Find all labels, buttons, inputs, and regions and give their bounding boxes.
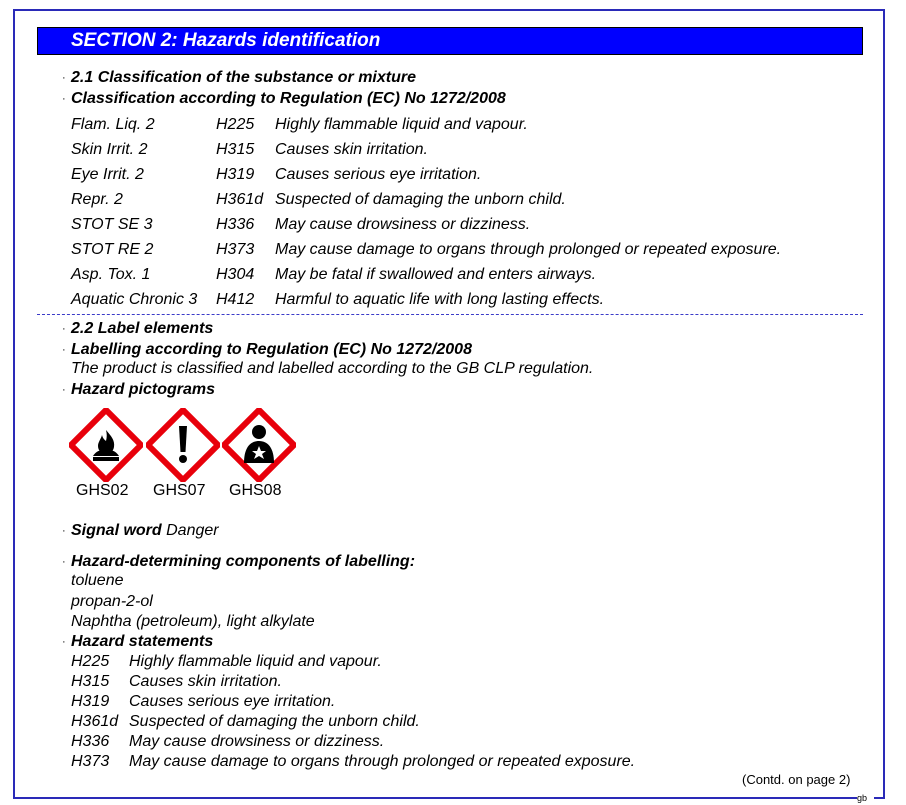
signal-word — [71, 521, 219, 541]
divider — [37, 314, 863, 315]
classification-class: Asp. Tox. 1 — [71, 266, 151, 283]
classification-text: May cause damage to organs through prolonged or repeated exposure. — [275, 241, 782, 258]
hazard-statement-text: May cause drowsiness or dizziness. — [129, 733, 385, 750]
classification-text: Causes skin irritation. — [275, 141, 428, 158]
classification-text: Suspected of damaging the unborn child. — [275, 191, 566, 208]
s22-regulation-note: The product is classified and labelled according to the GB CLP regulation. — [71, 360, 594, 377]
classification-text: Causes serious eye irritation. — [275, 166, 482, 183]
classification-class: Flam. Liq. 2 — [71, 116, 155, 133]
bullet-dot: · — [62, 323, 66, 335]
s21-regulation: Classification according to Regulation (EC) No 1272/2008 — [71, 90, 506, 107]
classification-text: Highly flammable liquid and vapour. — [275, 116, 528, 133]
hazard-statement-code: H373 — [71, 753, 110, 770]
component-item: Naphtha (petroleum), light alkylate — [71, 613, 315, 630]
hazard-statement-text: Causes serious eye irritation. — [129, 693, 336, 710]
statements-heading: Hazard statements — [71, 633, 214, 650]
page-frame-bottom — [13, 797, 857, 799]
hazard-statement-text: May cause damage to organs through prolonged or repeated exposure. — [129, 753, 636, 770]
classification-class: Skin Irrit. 2 — [71, 141, 148, 158]
exclamation-icon — [146, 408, 220, 482]
signal-word-value: Danger — [166, 522, 219, 539]
section-title: SECTION 2: Hazards identification — [37, 27, 863, 55]
bullet-dot: · — [62, 636, 66, 648]
hazard-statement-text: Suspected of damaging the unborn child. — [129, 713, 420, 730]
classification-code: H304 — [216, 266, 255, 283]
hazard-statement-text: Causes skin irritation. — [129, 673, 282, 690]
classification-code: H361d — [216, 191, 264, 208]
bullet-dot: · — [62, 556, 66, 568]
classification-class: Aquatic Chronic 3 — [71, 291, 198, 308]
classification-text: Harmful to aquatic life with long lasting effects. — [275, 291, 605, 308]
hazard-statement-code: H315 — [71, 673, 110, 690]
bullet-dot: · — [62, 93, 66, 105]
classification-code: H315 — [216, 141, 255, 158]
classification-code: H373 — [216, 241, 255, 258]
s21-heading: 2.1 Classification of the substance or mixture — [71, 69, 416, 86]
s22-regulation: Labelling according to Regulation (EC) No 1272/2008 — [71, 341, 472, 358]
classification-class: Eye Irrit. 2 — [71, 166, 144, 183]
signal-word-label: Signal word — [71, 522, 162, 539]
bullet-dot: · — [62, 384, 66, 396]
classification-code: H319 — [216, 166, 255, 183]
pictogram-label-ghs02: GHS02 — [76, 482, 129, 499]
hazard-statement-code: H336 — [71, 733, 110, 750]
hazard-statement-code: H225 — [71, 653, 110, 670]
classification-class: STOT RE 2 — [71, 241, 154, 258]
classification-text: May cause drowsiness or dizziness. — [275, 216, 531, 233]
s22-heading: 2.2 Label elements — [71, 320, 214, 337]
health-hazard-icon — [222, 408, 296, 482]
classification-text: May be fatal if swallowed and enters airways. — [275, 266, 597, 283]
classification-class: Repr. 2 — [71, 191, 123, 208]
classification-class: STOT SE 3 — [71, 216, 153, 233]
pictograms-heading: Hazard pictograms — [71, 381, 216, 398]
continued-note: (Contd. on page 2) — [742, 772, 851, 787]
hazard-statement-code: H361d — [71, 713, 119, 730]
language-code: gb — [857, 793, 868, 803]
pictogram-label-ghs07: GHS07 — [153, 482, 206, 499]
bullet-dot: · — [62, 344, 66, 356]
hazard-statement-text: Highly flammable liquid and vapour. — [129, 653, 382, 670]
classification-code: H336 — [216, 216, 255, 233]
page-frame-bottom-right — [874, 797, 885, 799]
pictogram-label-ghs08: GHS08 — [229, 482, 282, 499]
classification-code: H412 — [216, 291, 255, 308]
components-heading: Hazard-determining components of labelling: — [71, 553, 416, 570]
hazard-statement-code: H319 — [71, 693, 110, 710]
component-item: propan-2-ol — [71, 593, 153, 610]
classification-code: H225 — [216, 116, 255, 133]
bullet-dot: · — [62, 525, 66, 537]
bullet-dot: · — [62, 72, 66, 84]
component-item: toluene — [71, 572, 124, 589]
flame-icon — [69, 408, 143, 482]
